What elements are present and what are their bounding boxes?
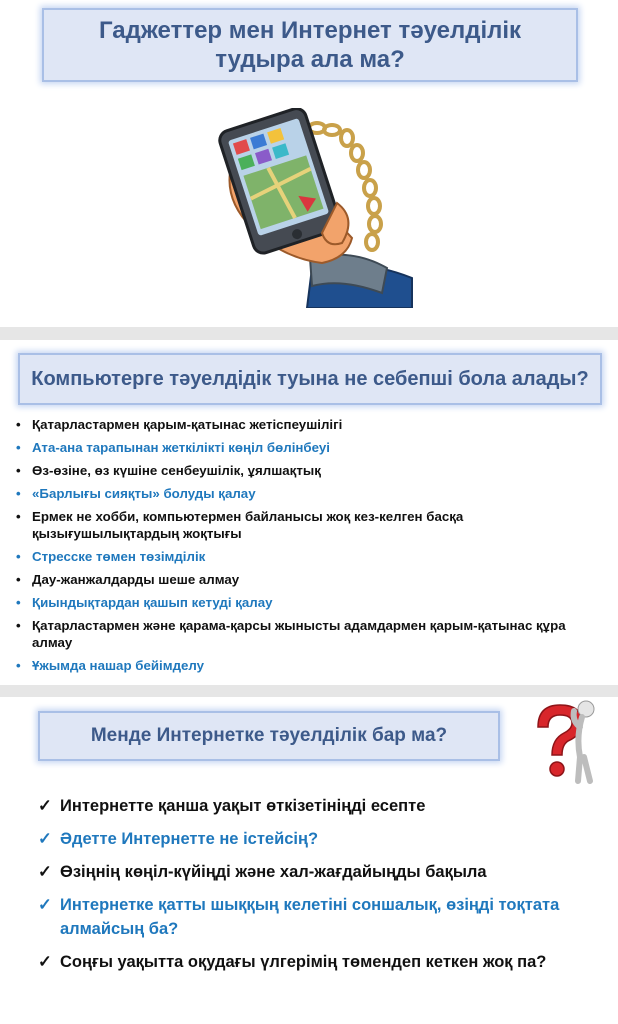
list-item: • Стресске төмен төзімділік — [16, 548, 604, 565]
list-item-text: Соңғы уақытта оқудағы үлгерімің төмендеп кеткен жоқ па? — [60, 953, 547, 971]
causes-list — [16, 416, 604, 680]
slide-title: Менде Интернетке тәуелділік бар ма? — [38, 711, 500, 761]
list-item-text: Әдетте Интернетте не істейсің? — [60, 830, 319, 848]
list-item: • Өз-өзіне, өз күшіне сенбеушілік, ұялшақтық — [16, 462, 604, 479]
slide-self-check — [0, 697, 618, 1024]
phone-chained-to-hand-icon — [212, 108, 422, 308]
list-item — [38, 893, 598, 941]
slide-gadget-addiction — [0, 0, 618, 327]
list-item: • Қатарластармен қарым-қатынас жетіспеушілігі — [16, 416, 604, 433]
list-item: • Ұжымда нашар бейімделу — [16, 657, 604, 674]
list-item-text: Интернетке қатты шыққың келетіні соншалық, өзіңді тоқтата алмайсың ба? — [60, 896, 560, 938]
list-item — [38, 860, 598, 884]
thinking-figure-question-mark-icon — [524, 697, 604, 785]
list-item: • Қатарластармен және қарама-қарсы жынысты адамдармен қарым-қатынас құра алмау — [16, 617, 604, 651]
list-item: • Ата-ана тарапынан жеткілікті көңіл бөлінбеуі — [16, 439, 604, 456]
list-item-text: Интернетте қанша уақыт өткізетініңді есепте — [60, 797, 426, 815]
title-line-1: Гаджеттер мен Интернет тәуелділік — [98, 17, 522, 44]
list-item: • Қиындықтардан қашып кетуді қалау — [16, 594, 604, 611]
slide-title: Компьютерге тәуелдідік туына не себепші бола алады? — [18, 353, 602, 405]
list-item: • «Барлығы сияқты» болуды қалау — [16, 485, 604, 502]
list-item — [38, 950, 598, 974]
list-item — [38, 827, 598, 851]
check-icon: ✓ — [38, 797, 52, 815]
slide-computer-addiction-causes — [0, 340, 618, 685]
list-item: • Ермек не хобби, компьютермен байланысы жоқ кез-келген басқа қызығушылықтардың жоқтығы — [16, 508, 604, 542]
check-icon: ✓ — [38, 953, 52, 971]
check-icon: ✓ — [38, 830, 52, 848]
self-check-list — [38, 794, 598, 983]
check-icon: ✓ — [38, 896, 52, 914]
list-item — [38, 794, 598, 818]
slide-title — [42, 8, 578, 82]
list-item: • Дау-жанжалдарды шеше алмау — [16, 571, 604, 588]
check-icon: ✓ — [38, 863, 52, 881]
list-item-text: Өзіңнің көңіл-күйіңді және хал-жағдайыңды бақыла — [60, 863, 487, 881]
title-line-2: тудыра ала ма? — [215, 46, 405, 73]
